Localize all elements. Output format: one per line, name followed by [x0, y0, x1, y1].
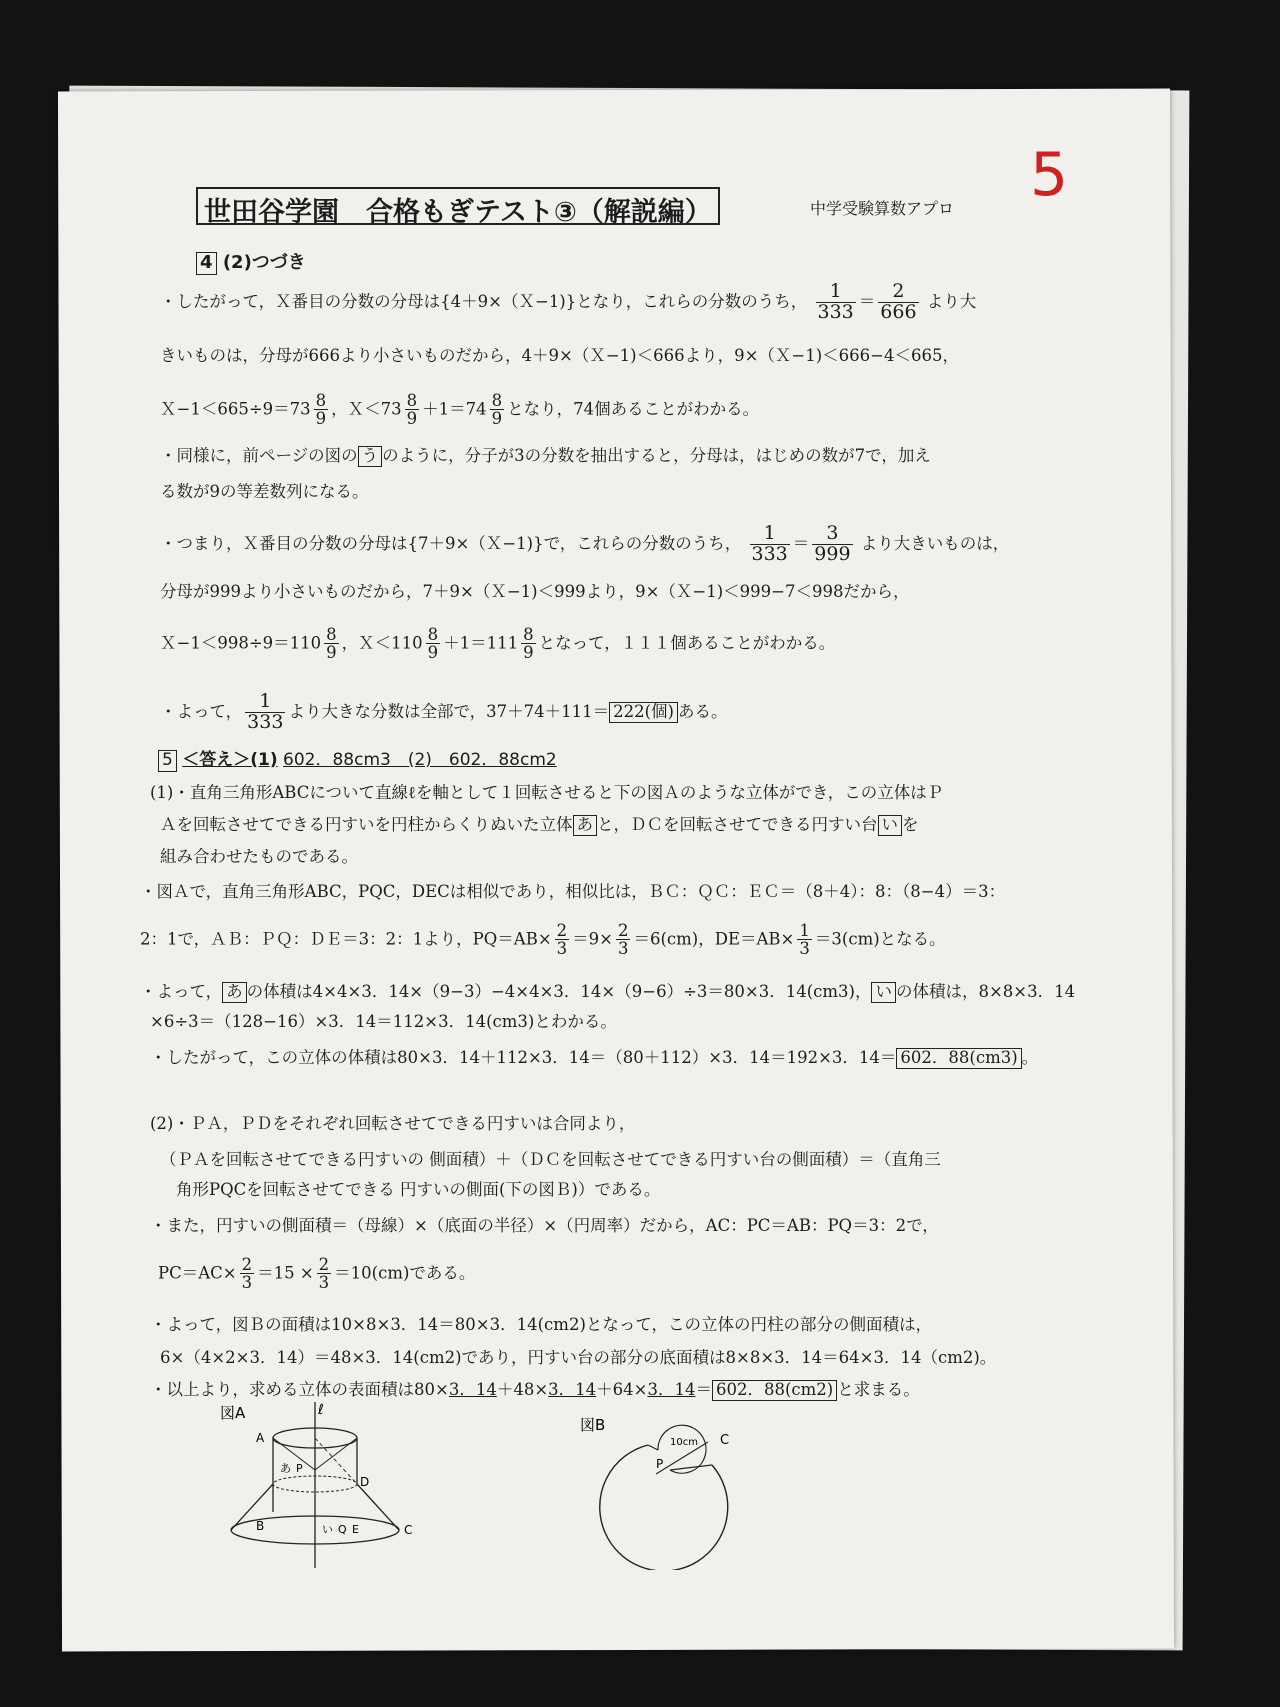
numerator: 1	[816, 282, 856, 303]
denominator: 999	[814, 542, 851, 565]
text-segment: となり，74個あることがわかる。	[507, 399, 760, 419]
numerator: 2	[878, 282, 918, 303]
text-line-2: きいものは，分母が666より小さいものだから，4＋9×（Ｘ−1)＜666より，9×（Ｘ−1)＜666−4＜665，	[160, 346, 959, 365]
numerator: 1	[750, 524, 790, 545]
text-line-b6: ・よって，図Ｂの面積は10×8×3．14＝80×3．14(cm2)となって，この立体の円柱の部分の側面積は，	[150, 1315, 933, 1334]
denominator: 9	[326, 643, 337, 663]
boxed-mark-i: い	[871, 982, 896, 1003]
label-c: C	[404, 1523, 413, 1537]
text-line-b7: 6×（4×2×3．14）＝48×3．14(cm2)であり，円すい台の部分の底面積は8×8×3．14＝64×3．14（cm2)。	[160, 1348, 997, 1367]
denominator: 9	[406, 409, 418, 429]
numerator: 2	[241, 1255, 253, 1274]
text-segment: ，Ｘ＜110	[341, 633, 423, 653]
fraction	[816, 282, 856, 323]
text-segment: より大	[926, 291, 977, 311]
answer-values: 602．88cm3 (2) 602．88cm2	[283, 750, 557, 770]
text-line-b1: (2)・ＰＡ，ＰＤをそれぞれ回転させてできる円すいは合同より，	[150, 1114, 636, 1133]
text-segment: ＝9×	[572, 929, 613, 949]
text-segment: Ｘ−1＜998÷9＝110	[160, 633, 322, 653]
text-segment: ・したがって，Ｘ番目の分数の分母は{4＋9×（Ｘ−1)}となり，これらの分数のうち，	[160, 291, 808, 311]
text-segment: を	[902, 815, 919, 834]
text-line-b5	[158, 1256, 475, 1292]
text-segment: 3．14	[647, 1380, 696, 1399]
numerator: 8	[427, 625, 439, 644]
page-number: 5	[1030, 140, 1069, 210]
answer-5-summary	[158, 745, 578, 772]
label-b: B	[256, 1519, 265, 1533]
numerator: 8	[315, 391, 327, 410]
fraction	[317, 1256, 332, 1292]
label-a: A	[256, 1431, 265, 1445]
answer-box-222: 222(個)	[609, 702, 678, 723]
text-segment: となって，１１１個あることがわかる。	[538, 633, 836, 653]
label-a-region: あ	[280, 1462, 291, 1475]
numerator: 3	[812, 524, 852, 545]
text-segment: ＝10(cm)である。	[334, 1263, 476, 1283]
denominator: 3	[241, 1273, 253, 1293]
text-segment: Ａを回転させてできる円すいを円柱からくりぬいた立体	[160, 815, 573, 834]
text-segment: ＝6(cm)，DE＝AB×	[633, 929, 795, 949]
numerator: 1	[799, 921, 810, 940]
figure-b	[570, 1410, 810, 1570]
fraction	[490, 392, 505, 428]
text-segment: 3．14	[448, 1380, 497, 1399]
text-segment: ＋64×	[596, 1380, 648, 1399]
denominator: 333	[751, 542, 788, 565]
numerator: 2	[617, 921, 629, 940]
text-segment: ・つまり，Ｘ番目の分数の分母は{7＋9×（Ｘ−1)}で，これらの分数のうち，	[160, 533, 742, 553]
text-segment: より大きな分数は全部で，37＋74＋111＝	[288, 701, 610, 721]
denominator: 333	[247, 710, 284, 733]
text-segment: ある。	[677, 701, 728, 721]
denominator: 9	[523, 643, 534, 663]
section-5-box: 5	[158, 750, 177, 772]
text-segment: ＝15 ×	[257, 1263, 314, 1283]
fraction	[797, 922, 812, 958]
text-segment: ，Ｘ＜73	[331, 399, 402, 419]
text-segment: と，ＤＣを回転させてできる円すい台	[597, 815, 878, 834]
text-segment: ・よって，	[160, 701, 243, 721]
denominator: 9	[491, 409, 503, 429]
fraction	[616, 922, 631, 958]
figure-b-drawing	[570, 1410, 810, 1570]
text-segment: ＋1＝111	[443, 633, 519, 653]
text-line-a2	[160, 813, 919, 837]
numerator: 2	[556, 921, 568, 940]
boxed-mark-a: あ	[573, 815, 598, 836]
inner-cone-right	[315, 1438, 357, 1470]
text-segment: Ｘ−1＜665÷9＝73	[160, 399, 311, 419]
text-line-4	[160, 444, 931, 468]
label-p: P	[656, 1457, 664, 1471]
text-segment: 3．14	[548, 1380, 597, 1399]
answer-box-volume: 602．88(cm3)	[896, 1048, 1021, 1069]
denominator: 3	[318, 1273, 330, 1293]
denominator: 3	[617, 939, 629, 959]
text-line-a1: (1)・直角三角形ABCについて直線ℓを軸として１回転させると下の図Ａのような立体ができ，この立体はＰ	[150, 783, 944, 802]
denominator: 333	[817, 300, 854, 323]
figure-a-caption: 図A	[220, 1404, 246, 1422]
text-segment: の体積は，8×8×3．14	[895, 982, 1076, 1001]
fraction	[521, 626, 536, 662]
fraction	[314, 392, 329, 428]
numerator: 1	[245, 692, 285, 713]
text-segment: 。	[1021, 1048, 1039, 1067]
denominator: 9	[315, 409, 327, 429]
label-e: E	[352, 1523, 359, 1536]
answer-box-surface: 602．88(cm2)	[712, 1380, 837, 1401]
text-line-1: ・したがって，Ｘ番目の分数の分母は{4＋9×（Ｘ−1)}となり，これらの分数のうち， $\frac{1}{333}$ ＝ $\frac{2}{666}$ より大	[160, 280, 977, 323]
boxed-mark-i: い	[878, 815, 903, 836]
text-segment: の体積は4×4×3．14×（9−3）−4×4×3．14×（9−6）÷3＝80×3．14(cm3)，	[246, 982, 872, 1001]
fraction	[750, 524, 790, 565]
text-line-3	[160, 392, 759, 428]
text-line-b8	[150, 1378, 920, 1402]
label-q: Q	[338, 1523, 347, 1536]
outer-arc	[600, 1445, 728, 1570]
text-line-a4: ・図Ａで，直角三角形ABC，PQC，DECは相似であり，相似比は，ＢＣ：ＱＣ：ＥＣ＝（8＋4）：8：（8−4）＝3：	[140, 882, 1006, 901]
page-title: 世田谷学園 合格もぎテスト③（解説編）	[196, 187, 720, 225]
label-c: C	[720, 1433, 730, 1448]
text-line-a8	[150, 1046, 1038, 1070]
section-heading	[196, 248, 496, 275]
text-line-a5	[140, 922, 946, 958]
denominator: 666	[880, 300, 917, 323]
fraction	[812, 524, 852, 565]
numerator: 2	[318, 1255, 330, 1274]
text-line-8	[160, 626, 835, 662]
sector-edge-2	[670, 1465, 712, 1470]
denominator: 3	[556, 939, 568, 959]
label-i-region: い	[322, 1523, 333, 1536]
text-line-5: る数が9の等差数列になる。	[160, 482, 369, 501]
fraction	[324, 626, 339, 662]
section-number-box: 4	[196, 252, 217, 275]
text-line-a3: 組み合わせたものである。	[160, 847, 358, 866]
text-line-b3: 角形PQCを回転させてできる 円すいの側面(下の図Ｂ)）である。	[176, 1180, 661, 1199]
text-segment: PC＝AC×	[158, 1263, 237, 1283]
boxed-mark-a: あ	[222, 982, 247, 1003]
figure-a-drawing	[210, 1400, 440, 1570]
figure-b-caption: 図B	[580, 1416, 606, 1434]
text-segment: ＝3(cm)となる。	[814, 929, 946, 949]
fraction	[240, 1256, 255, 1292]
text-line-a6	[140, 980, 1075, 1004]
sector-edge-1	[648, 1445, 658, 1450]
label-d: D	[360, 1475, 370, 1489]
text-segment: ＋48×	[496, 1380, 549, 1399]
numerator: 8	[491, 391, 503, 410]
text-segment: ・したがって，この立体の体積は80×3．14＋112×3．14＝（80＋112）×3．14＝192×3．14＝	[150, 1048, 897, 1067]
text-line-6: ・つまり，Ｘ番目の分数の分母は{7＋9×（Ｘ−1)}で，これらの分数のうち， $\frac{1}{333}$ ＝ $\frac{3}{999}$ より大きいものは，	[160, 522, 1010, 565]
fraction	[426, 626, 441, 662]
fraction	[555, 922, 570, 958]
text-segment: より大きいものは，	[860, 533, 1010, 553]
text-segment: のように，分子が3の分数を抽出すると，分母は，はじめの数が7で，加え	[382, 446, 931, 465]
answer-label: ＜答え＞(1)	[182, 750, 278, 770]
frustum-left	[231, 1484, 273, 1530]
brand-name: 中学受験算数アプロ	[810, 199, 955, 218]
numerator: 8	[523, 625, 534, 644]
label-l: ℓ	[318, 1402, 324, 1418]
text-line-b2: （ＰＡを回転させてできる円すいの 側面積）＋（ＤＣを回転させてできる円すい台の側面積）＝（直角三	[160, 1150, 941, 1169]
text-segment: ＝	[695, 1380, 712, 1399]
section-heading-text: (2)つづき	[222, 252, 306, 273]
label-p: P	[296, 1462, 303, 1475]
fraction	[878, 282, 918, 323]
fraction	[405, 392, 420, 428]
figure-a	[210, 1400, 440, 1570]
fraction	[245, 692, 285, 733]
text-segment: ・同様に，前ページの図の	[160, 446, 358, 465]
boxed-mark-u: う	[358, 446, 383, 467]
text-line-b4: ・また，円すいの側面積＝（母線）×（底面の半径）×（円周率）だから，AC：PC＝AB：PQ＝3：2で，	[150, 1216, 939, 1235]
denominator: 9	[427, 643, 439, 663]
text-segment: ・以上より，求める立体の表面積は80×	[150, 1380, 449, 1399]
text-segment: ・よって，	[140, 982, 223, 1001]
text-line-7: 分母が999より小さいものだから，7＋9×（Ｘ−1)＜999より，9×（Ｘ−1)＜999−7＜998だから，	[160, 582, 910, 601]
numerator: 8	[406, 391, 418, 410]
text-line-9	[160, 692, 727, 733]
denominator: 3	[799, 939, 810, 959]
text-segment: ＋1＝74	[422, 399, 487, 419]
text-segment: 2：1で，ＡＢ：ＰＱ：ＤＥ＝3：2：1より，PQ＝AB×	[140, 929, 552, 949]
numerator: 8	[326, 625, 337, 644]
text-segment: と求まる。	[837, 1380, 920, 1399]
text-line-a7: ×6÷3＝（128−16）×3．14＝112×3．14(cm3)とわかる。	[150, 1012, 617, 1031]
label-10cm: 10cm	[670, 1437, 698, 1448]
